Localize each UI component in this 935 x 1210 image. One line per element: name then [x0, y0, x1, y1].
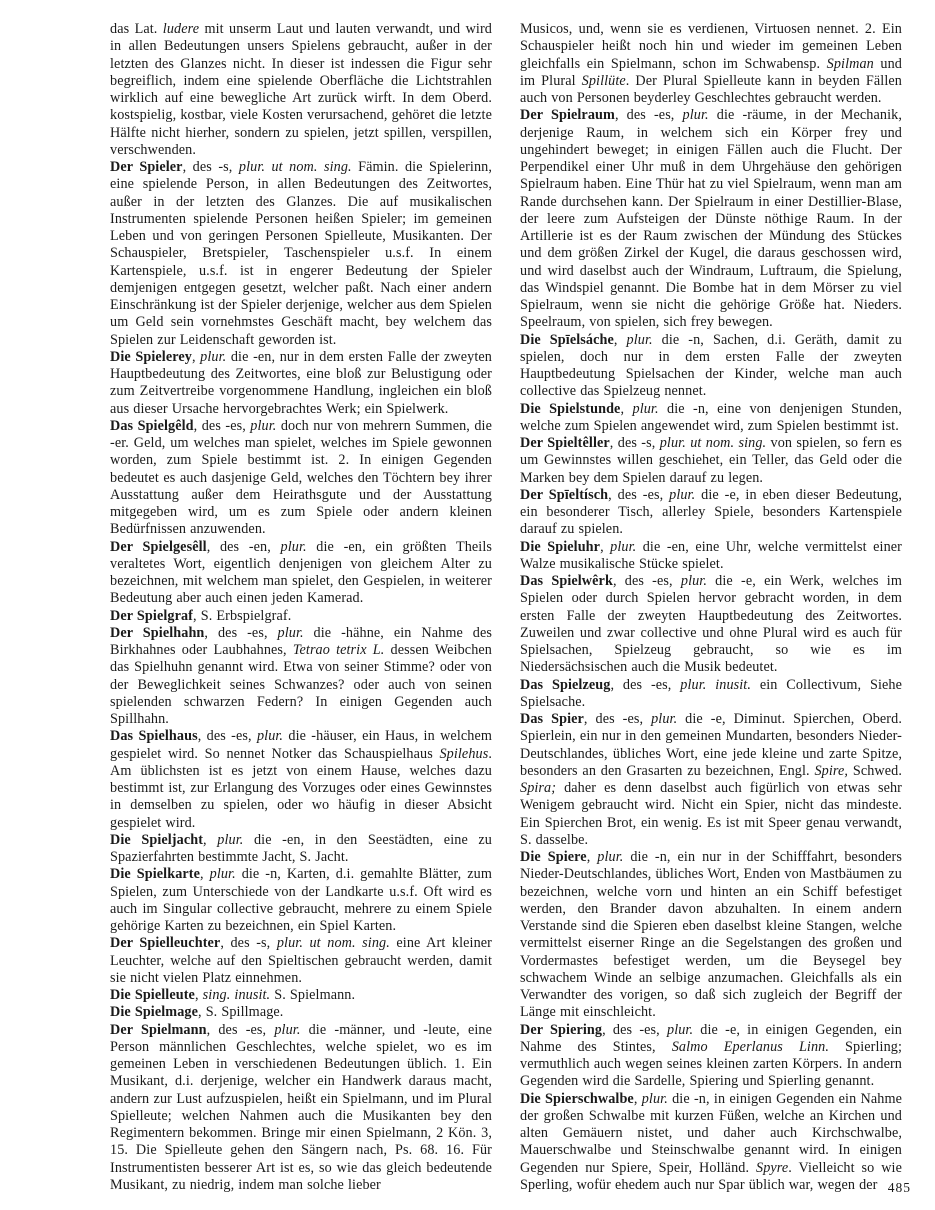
entry-text: ,: [194, 987, 203, 1003]
entry-headword: Der Spielleuchter: [110, 935, 221, 952]
entry-text: die -n, eine von denjenigen Stunden, welche zum Spielen angewendet wird, zum Spielen bestimmt ist.: [520, 400, 902, 434]
dictionary-entry: [520, 107, 902, 331]
entry-text: plur.: [280, 538, 307, 555]
entry-text: die -e, ein Werk, welches im Spielen oder durch Spielen hervor gebracht worden, in dem ersten Falle der zweyten Hauptbedeutung des Zeitwortes. Zuweilen und zwar collective und ohne Plural wird es auch für Spielsachen, Spielzeug gebraucht, so wie es im Niedersächsischen auch die Musik bedeutet.: [520, 573, 902, 676]
entry-headword: Die Spielstunde: [520, 400, 621, 417]
entry-headword: Der Spielmann: [110, 1021, 207, 1038]
entry-text: plur.: [274, 1021, 301, 1038]
dictionary-entry: [110, 935, 492, 987]
dictionary-entry: [110, 349, 492, 418]
entry-headword: Das Spielzeug: [520, 676, 611, 693]
entry-headword: Die Spiere: [520, 849, 587, 865]
entry-text: plur.: [277, 624, 304, 641]
entry-text: , S. Spillmage.: [198, 1004, 284, 1021]
entry-text: , des -s,: [182, 159, 239, 175]
entry-text: plur.: [632, 400, 659, 417]
dictionary-entry: [110, 625, 492, 729]
dictionary-entry: [520, 573, 902, 677]
entry-text: die -n, Karten, d.i. gemahlte Blätter, zum Spielen, zum Unterschiede von der Landkarte u.s.f. Oft wird es auch im Singular collective gebraucht, mehrere zu einem Spiele gehörige Karten zu bezeichnen, ein Spiel Karten.: [110, 866, 492, 934]
entry-text: ,: [633, 1090, 642, 1107]
entry-text: die -e, in eben dieser Bedeutung, ein besonderer Tisch, allerley Spiele, besonders Kartenspiele darauf zu spielen.: [520, 486, 902, 538]
entry-headword: Das Spier: [520, 711, 584, 727]
entry-text: Spilehus: [439, 745, 489, 762]
entry-headword: Der Spiering: [520, 1021, 603, 1038]
left-column: [110, 21, 492, 1194]
entry-text: plur.: [610, 538, 637, 555]
entry-text: , des -es,: [193, 417, 251, 434]
entry-text: plur. ut nom. sing.: [238, 159, 352, 175]
dictionary-entry: [520, 849, 902, 1022]
entry-text: plur.: [209, 866, 236, 883]
dictionary-entry: [110, 866, 492, 935]
entry-headword: Die Spielkarte: [110, 866, 201, 883]
entry-text: . Der Plural Spielleute kann in beyden Fällen auch von Personen beyderley Geschlechtes gebraucht werden.: [520, 72, 902, 106]
entry-text: Fämin. die Spielerinn, eine spielende Person, in allen Bedeutungen des Zeitwortes, außer in der letzten des Glanzes. Die auf musikalischen Instrumenten spielende Personen heißen Spieler; im gemeinen Leben und von geringen Personen Spielleute, Musikanten. Der Schauspieler, Bretspieler, Taschenspieler u.s.f. In einem Kartenspiele, u.s.f. ist in engerer Bedeutung der Spieler demjenigen entgegen gesetzt, welcher paßt. Nach einer andern Einschränkung ist der Spieler derjenige, welcher aus dem Spielen um Geld sein vornehmstes Geschäft macht, bey welchem das Spielen zur Leidenschaft geworden ist.: [110, 159, 493, 348]
dictionary-entry: [110, 1004, 492, 1021]
entry-text: Spilman: [826, 55, 874, 72]
entry-text: die -n, ein nur in der Schifffahrt, besonders Nieder-Deutschlandes, übliches Wort, Enden von Mastbäumen zu bezeichnen, welche vorn und hinten an ein Schiff befestiget werden, den Brander davon abzuhalten. In einem andern Verstande sind die Spieren eben daselbst kleine Stangen, welche vermittelst eiserner Ringe an die Segelstangen des großen und Vordermastes befestiget werden, um die Beysegel bey schwachem Winde an selbige anzumachen. Gleichfalls als ein Verwandter des vorigen, so daß sich zugleich der Begriff der Länge mit einschleicht.: [520, 849, 902, 1021]
entry-text: dessen Weibchen das Spielhuhn genannt wird. Etwa von seiner Stimme? oder von der Beweglichkeit seines Schwanzes? oder auch von seinen spielenden schwarzen Federn? In einigen Gegenden auch Spillhahn.: [110, 642, 492, 727]
entry-text: die -häuser, ein Haus, in welchem gespielet wird. So nennet Notker das Schauspielhaus: [110, 728, 492, 762]
entry-text: sing. inusit.: [202, 987, 271, 1003]
entry-headword: Das Spielhaus: [110, 728, 198, 745]
entry-text: die -e, Diminut. Spierchen, Oberd. Spierlein, ein nur in den gemeinen Mundarten, besonders Nieder-Deutschlandes, übliches Wort, eine jede kleine und zarte Spitze, besonders an den Grasarten zu bezeichnen, Engl.: [520, 711, 902, 779]
entry-text: Schwed.: [848, 762, 903, 779]
entry-text: die -en, ein größten Theils veraltetes Wort, eigentlich denjenigen von gleichem Alter zu bezeichnen, mit welchem man spielet, den Gespielen, in weiterer Bedeutung aber auch einen jeden Kamerad.: [110, 538, 493, 607]
dictionary-entry: [520, 539, 902, 574]
entry-text: Spillüte: [581, 72, 626, 89]
entry-text: plur. ut nom. sing.: [276, 935, 390, 952]
dictionary-entry: [520, 21, 902, 107]
entry-text: , S. Erbspielgraf.: [193, 607, 292, 624]
entry-text: , des -es,: [197, 728, 257, 745]
entry-text: plur.: [597, 849, 624, 865]
entry-text: . Vielleicht so wie Sperling, wofür ehedem auch nur Spar üblich war, wegen der: [520, 1159, 902, 1193]
entry-headword: Die Spieluhr: [520, 538, 601, 555]
entry-text: die -hähne, ein Nahme des Birkhahnes oder Laubhahnes,: [110, 624, 492, 658]
dictionary-entry: [520, 711, 902, 849]
entry-headword: Der Spielgesêll: [110, 538, 207, 555]
entry-text: die -en, eine Uhr, welche vermittelst einer Walze musikalische Stücke spielet.: [520, 538, 902, 572]
entry-text: doch nur von mehrern Summen, die -er. Geld, um welches man spielet, welches im Spiele gewonnen worden, zum Spiele bestimmt ist. 2. In einigen Gegenden bedeutet es auch dasjenige Geld, welches den Töchtern bey ihrer Ausstattung außer dem Heirathsgute und der Ausstattung mitgegeben wird, um es zum Spiele oder andern kleinen Bedürfnissen anzuwenden.: [110, 417, 492, 538]
entry-text: ,: [200, 866, 210, 883]
entry-headword: Die Spieljacht: [110, 831, 204, 848]
dictionary-entry: [520, 435, 902, 487]
entry-headword: Der Spieler: [110, 159, 183, 175]
entry-text: daher es denn daselbst auch figürlich von etwas sehr Wenigem gebraucht wird. Nicht ein Spier, nicht das mindeste. Ein Spierchen Brot, ein wenig. Es ist mit Speer genau verwandt, S. dasselbe.: [520, 780, 902, 848]
entry-text: ein Collectivum, Siehe Spielsache.: [520, 676, 903, 710]
entry-text: plur. ut nom. sing.: [659, 435, 767, 451]
entry-headword: Das Spielgêld: [110, 417, 194, 434]
entry-text: von spielen, so fern es um Gewinnstes willen geschiehet, ein Teller, das Geld oder die Marken bey dem Spielen darauf zu legen.: [520, 435, 903, 486]
dictionary-entry: [110, 608, 492, 625]
dictionary-entry: [110, 1022, 492, 1195]
entry-text: die -n, Sachen, d.i. Geräth, damit zu spielen, doch nur in dem ersten Falle der zweyten Hauptbedeutung Spielsachen der Kinder, welche man auch collective das Spielzeug nennet.: [520, 331, 902, 400]
entry-text: die -en, nur in dem ersten Falle der zweyten Hauptbedeutung des Zeitwortes, eine bloß zur Belustigung oder zum Zeitvertreibe vorgenommene Handlung, ingleichen ein bloß aus dieser Ursache hervorgebrachtes Werk; ein Spielwerk.: [110, 348, 493, 417]
entry-text: die -räume, in der Mechanik, derjenige Raum, in welchem sich ein Körper frey und ungehindert beweget; in einigen Fällen auch die Flucht. Der Perpendikel einer Uhr muß in dem Uhrgehäuse den gehörigen Spielraum haben. Eine Thür hat zu viel Spielraum, wenn man am Rande durchsehen kann. Der Spielraum in einer Destillier-Blase, der leere zum Aufsteigen der Dünste nöthige Raum. In der Artillerie ist es der Raum zwischen der Mündung des Stückes und dem größen Zirkel der Kugel, die daraus geschossen wird, und wird daselbst auch der Windraum, Luftraum, die Spielung, das Windspiel genannt. Die Bombe hat in dem Mörser zu viel Spielraum, wenn sie nicht die gehörige Größe hat. Nieders. Speelraum, von spielen, sich frey bewegen.: [520, 107, 902, 331]
entry-text: plur.: [651, 711, 678, 727]
entry-text: ,: [586, 849, 598, 865]
dictionary-entry: [110, 832, 492, 867]
entry-text: , des -es,: [610, 676, 681, 693]
entry-text: ,: [191, 348, 201, 365]
entry-text: die -e, in einigen Gegenden, ein Nahme des Stintes,: [520, 1021, 902, 1055]
entry-text: Spira;: [520, 780, 557, 796]
entry-text: , des -es,: [583, 711, 652, 727]
entry-text: , des -es,: [608, 486, 670, 503]
entry-headword: Der Spielraum: [520, 107, 615, 124]
entry-text: ,: [613, 331, 627, 348]
entry-headword: Die Spielerey: [110, 348, 192, 365]
entry-text: plur.: [200, 348, 227, 365]
entry-text: , des -s,: [609, 435, 660, 451]
entry-text: ,: [203, 831, 218, 848]
entry-text: , des -es,: [614, 107, 683, 124]
page-number: 485: [887, 1180, 911, 1195]
text-columns: [110, 21, 902, 1194]
entry-headword: Die Spīelsáche: [520, 331, 614, 348]
dictionary-entry: [110, 159, 492, 349]
entry-text: S. Spielmann.: [270, 987, 356, 1003]
entry-text: und im Plural: [520, 55, 902, 89]
entry-headword: Das Spielwêrk: [520, 573, 613, 589]
entry-text: plur.: [667, 1021, 694, 1038]
entry-headword: Der Spīeltísch: [520, 486, 609, 503]
dictionary-entry: [520, 401, 902, 436]
entry-text: plur.: [669, 486, 696, 503]
entry-headword: Der Spielhahn: [110, 624, 205, 641]
entry-text: Spyre: [756, 1159, 789, 1176]
entry-text: Spierling; vermuthlich auch wegen seines kleinen zarten Körpers. In andern Gegenden wird die Sardelle, Spiering und Spierling genannt.: [520, 1038, 902, 1090]
dictionary-entry: [520, 332, 902, 401]
entry-text: Salmo Eperlanus Linn.: [671, 1038, 830, 1055]
entry-text: die -männer, und -leute, eine Person männlichen Geschlechtes, welche spielet, wo es im gemeinen Leben in verschiedenen Bedeutungen üblich. 1. Ein Musikant, d.i. derjenige, welcher ein Handwerk daraus macht, andern zur Lust aufzuspielen, heißt ein Spielmann, und im Plural Spielleute; welchen Nahmen auch die Musikanten bey den Regimentern bekommen. Bringe mir einen Spielmann, 2 Kön. 3, 15. Die Spielleute gehen den Sängern nach, Ps. 68. 16. Für Instrumentisten besserer Art ist es, so wie das gleich bedeutende Musikant, zu niedrig, indem man solche lieber: [110, 1021, 492, 1193]
dictionary-entry: [520, 1091, 902, 1195]
right-column: [520, 21, 902, 1194]
entry-headword: Die Spielmage: [110, 1004, 198, 1021]
entry-text: Musicos, und, wenn sie es verdienen, Virtuosen nennet. 2. Ein Schauspieler heißt noch hin und wieder im gemeinen Leben gleichfalls ein Spielmann, schon im Schwabensp.: [520, 21, 902, 72]
entry-text: , des -es,: [612, 573, 681, 589]
entry-text: , des -s,: [220, 935, 277, 952]
dictionary-entry: [110, 21, 492, 159]
entry-text: das Lat.: [110, 21, 163, 37]
entry-text: , des -en,: [206, 538, 281, 555]
entry-text: ,: [600, 538, 611, 555]
entry-text: , des -es,: [204, 624, 278, 641]
dictionary-entry: [520, 677, 902, 712]
entry-text: ludere: [162, 21, 200, 37]
entry-text: plur. inusit.: [680, 676, 751, 693]
dictionary-entry: [520, 487, 902, 539]
entry-text: , des -es,: [602, 1021, 667, 1038]
entry-text: ,: [620, 400, 633, 417]
entry-text: Tetrao tetrix L.: [292, 642, 385, 658]
dictionary-entry: [520, 1022, 902, 1091]
dictionary-entry: [110, 987, 492, 1004]
dictionary-entry: [110, 539, 492, 608]
entry-text: plur.: [250, 417, 277, 434]
entry-text: , des -es,: [206, 1021, 275, 1038]
entry-headword: Der Spielgraf: [110, 607, 194, 624]
entry-text: plur.: [680, 573, 707, 589]
entry-headword: Die Spierschwalbe: [520, 1090, 634, 1107]
entry-text: plur.: [626, 331, 653, 348]
entry-text: Spire,: [814, 762, 849, 779]
entry-text: plur.: [256, 728, 284, 745]
entry-headword: Der Spieltêller: [520, 435, 610, 451]
entry-text: eine Art kleiner Leuchter, welche auf den Spieltischen gebraucht werden, damit sie nicht vielen Platz einnehmen.: [110, 935, 493, 986]
entry-text: plur.: [217, 831, 244, 848]
entry-text: plur.: [641, 1090, 668, 1107]
entry-text: mit unserm Laut und lauten verwandt, und wird in allen Bedeutungen unsers Spielens gebraucht, außer in der letzten des Glanzes nicht. In dieser ist indessen die Figur sehr begreiflich, indem eine spielende Oberfläche die Lichtstrahlen wirklich auf eine bewegliche Art zurück wirft. In dem Oberd. kostspielig, kostbar, viele Kosten verursachend, gehöret die letzte Hälfte nicht hierher, sondern zu spielen, jetzt spillen, verspillen, verschwenden.: [110, 21, 492, 158]
entry-text: die -en, in den Seestädten, eine zu Spazierfahrten bestimmte Jacht, S. Jacht.: [110, 831, 492, 865]
entry-text: die -n, in einigen Gegenden ein Nahme der großen Schwalbe mit kurzen Füßen, welche an Kirchen und alten Gemäuern nistet, und daher auch Kirchschwalbe, Mauerschwalbe und Steinschwalbe genannt wird. In einigen Gegenden nur Spiere, Speir, Holländ.: [520, 1090, 902, 1176]
dictionary-entry: [110, 418, 492, 539]
entry-headword: Die Spielleute: [110, 987, 195, 1003]
entry-text: plur.: [682, 107, 709, 124]
dictionary-entry: [110, 728, 492, 832]
entry-text: . Am üblichsten ist es jetzt von einem Hause, welches dazu bestimmt ist, zur Erlangung des Vorzuges oder eines Gewinnstes in demselben zu spielen, oder wo häufig in dieser Absicht gespielet wird.: [110, 745, 492, 831]
